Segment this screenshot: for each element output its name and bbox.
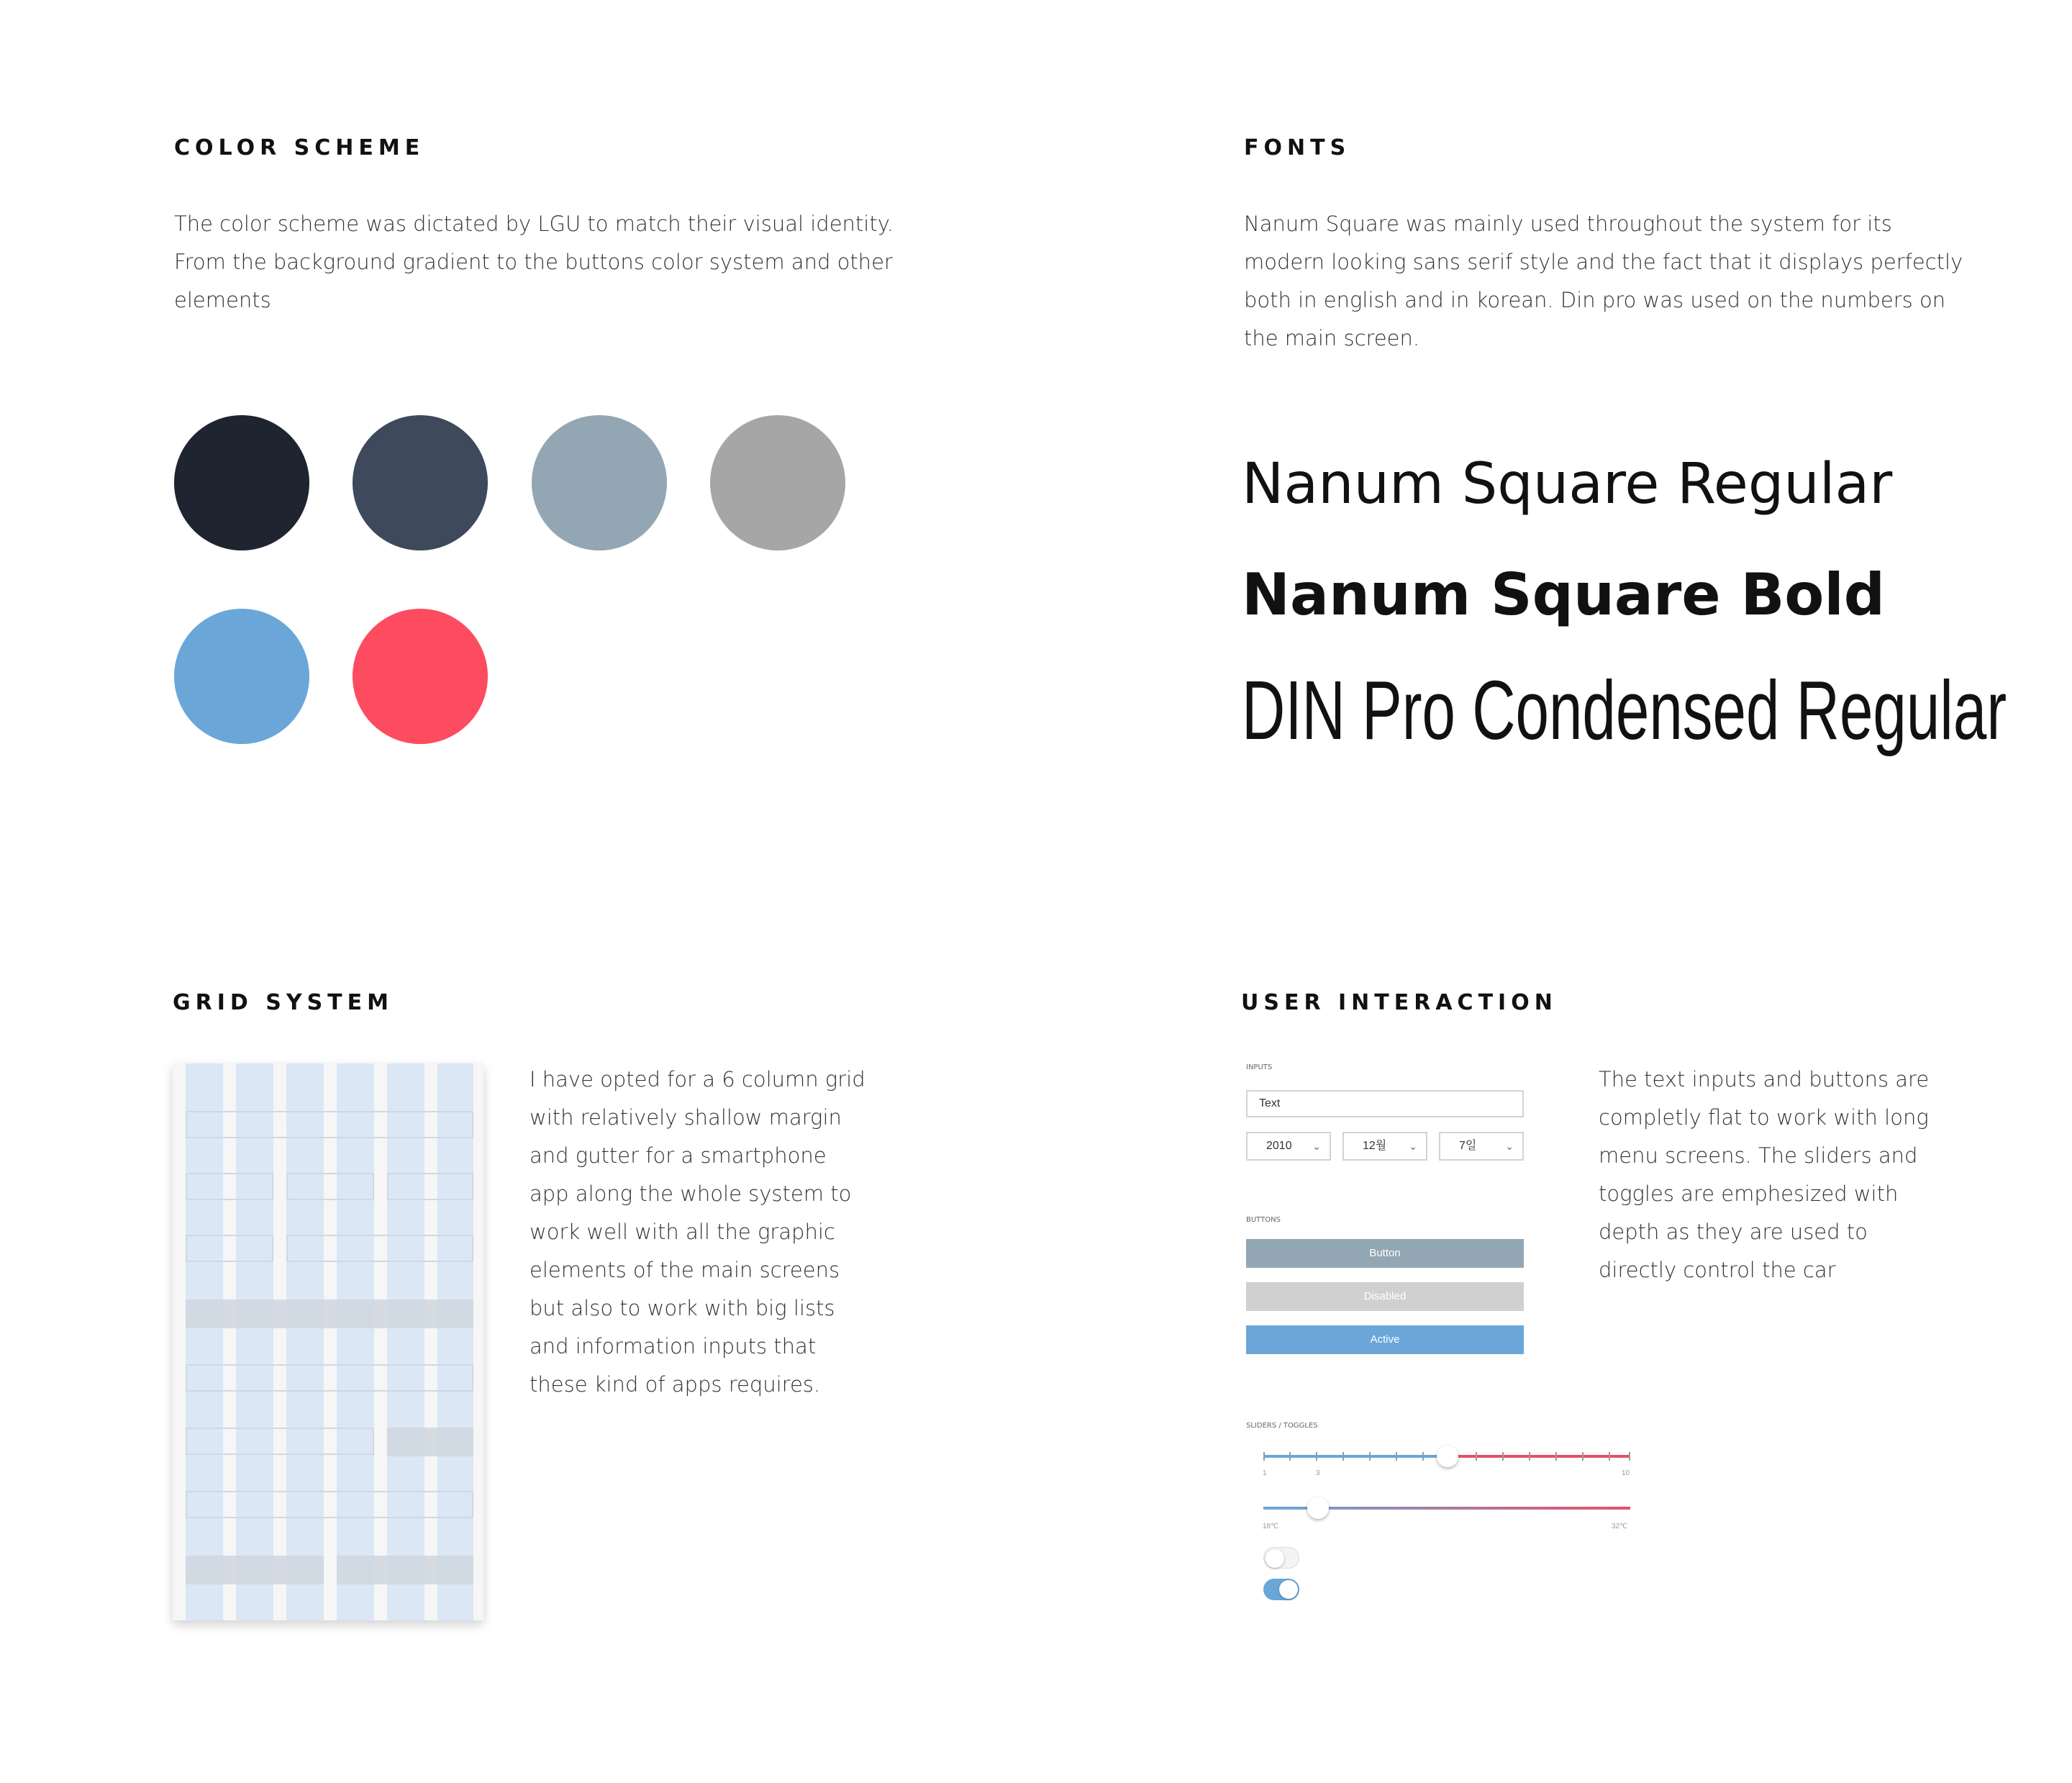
grid-column <box>236 1063 273 1620</box>
grid-line: with relatively shallow margin <box>530 1105 842 1130</box>
grid-bar <box>387 1428 473 1456</box>
swatch-coral-red <box>353 609 488 744</box>
buttons-label: BUTTONS <box>1246 1216 1281 1224</box>
font-sample-regular: Nanum Square Regular <box>1242 452 1893 517</box>
slider-knob[interactable] <box>1307 1497 1329 1519</box>
swatch-gray <box>710 415 845 550</box>
slider-tick <box>1629 1452 1630 1461</box>
grid-line: app along the whole system to <box>530 1181 852 1206</box>
interaction-line: completly flat to work with long <box>1599 1105 1929 1130</box>
slider-tick <box>1476 1452 1477 1461</box>
interaction-line: toggles are emphesized with <box>1599 1181 1899 1206</box>
swatch-blue-gray <box>532 415 667 550</box>
color-scheme-description <box>174 205 894 319</box>
grid-line: and information inputs that <box>530 1334 817 1358</box>
swatch-sky-blue <box>174 609 309 744</box>
button-default[interactable]: Button <box>1246 1239 1524 1268</box>
inputs-label: INPUTS <box>1246 1063 1273 1071</box>
sliders-label: SLIDERS / TOGGLES <box>1246 1422 1318 1430</box>
chevron-down-icon: ⌄ <box>1312 1140 1321 1152</box>
grid-column <box>186 1063 223 1620</box>
year-select[interactable] <box>1246 1132 1331 1161</box>
fonts-description <box>1244 205 1963 358</box>
interaction-line: The text inputs and buttons are <box>1599 1067 1930 1092</box>
grid-bar <box>337 1556 473 1584</box>
grid-line: and gutter for a smartphone <box>530 1143 827 1168</box>
fonts-line: Nanum Square was mainly used throughout the system for its <box>1244 212 1892 236</box>
interaction-line: directly control the car <box>1599 1258 1836 1282</box>
fonts-line: both in english and in korean. Din pro was used on the numbers on <box>1244 288 1946 312</box>
toggle-knob <box>1279 1580 1298 1599</box>
slider-knob[interactable] <box>1437 1446 1458 1467</box>
swatch-slate <box>353 415 488 550</box>
slider-tick <box>1289 1452 1291 1461</box>
color-scheme-line: elements <box>174 288 271 312</box>
color-scheme-line: The color scheme was dictated by LGU to match their visual identity. <box>174 212 894 236</box>
interaction-line: depth as they are used to <box>1599 1220 1868 1244</box>
slider-tick <box>1502 1452 1504 1461</box>
fonts-title: FONTS <box>1244 135 1351 160</box>
grid-system-title: GRID SYSTEM <box>173 990 394 1015</box>
slider-max-label: 32℃ <box>1612 1523 1628 1530</box>
grid-column <box>437 1063 473 1620</box>
slider-tick <box>1263 1452 1265 1461</box>
grid-row-third <box>186 1173 273 1200</box>
grid-row-third <box>286 1173 374 1200</box>
toggle-knob <box>1266 1549 1284 1568</box>
font-sample-condensed: DIN Pro Condensed Regular <box>1242 663 2007 757</box>
slider-track-remaining <box>1447 1455 1630 1458</box>
grid-line: I have opted for a 6 column grid <box>530 1067 865 1092</box>
chevron-down-icon: ⌄ <box>1505 1140 1514 1152</box>
slider-track-filled <box>1263 1455 1447 1458</box>
grid-column <box>337 1063 374 1620</box>
grid-row-two-thirds <box>286 1235 473 1262</box>
month-select[interactable] <box>1342 1132 1427 1161</box>
month-select-value: 12월 <box>1363 1140 1387 1152</box>
day-select[interactable] <box>1439 1132 1524 1161</box>
slider-tick <box>1529 1452 1530 1461</box>
grid-column <box>286 1063 324 1620</box>
slider-min-label: 1 <box>1263 1469 1267 1477</box>
slider-min-label: 18℃ <box>1263 1523 1279 1530</box>
slider-tick <box>1555 1452 1557 1461</box>
fonts-line: modern looking sans serif style and the fact that it displays perfectly <box>1244 250 1963 274</box>
grid-bar <box>186 1556 324 1584</box>
grid-row-full <box>186 1111 473 1138</box>
button-active[interactable]: Active <box>1246 1325 1524 1354</box>
color-scheme-line: From the background gradient to the buttons color system and other <box>174 250 893 274</box>
slider-tick <box>1422 1452 1424 1461</box>
grid-mockup <box>173 1063 483 1620</box>
slider-tick <box>1316 1452 1317 1461</box>
grid-row-full <box>186 1491 473 1518</box>
grid-row-two-thirds <box>186 1428 374 1455</box>
slider-mid-label: 3 <box>1316 1469 1320 1477</box>
color-scheme-title: COLOR SCHEME <box>174 135 425 160</box>
fonts-line: the main screen. <box>1244 326 1420 350</box>
year-select-value: 2010 <box>1266 1140 1292 1152</box>
text-input[interactable]: Text <box>1246 1090 1524 1117</box>
grid-row-third <box>186 1235 273 1262</box>
slider-tick <box>1369 1452 1371 1461</box>
slider-tick <box>1582 1452 1583 1461</box>
grid-row-full <box>186 1364 473 1392</box>
grid-system-description <box>530 1061 865 1404</box>
day-select-value: 7일 <box>1459 1140 1477 1152</box>
chevron-down-icon: ⌄ <box>1409 1140 1417 1152</box>
swatch-dark-navy <box>174 415 309 550</box>
toggle-off[interactable] <box>1263 1547 1299 1569</box>
slider-tick <box>1396 1452 1397 1461</box>
grid-line: but also to work with big lists <box>530 1296 835 1320</box>
grid-line: elements of the main screens <box>530 1258 840 1282</box>
user-interaction-title: USER INTERACTION <box>1241 990 1558 1015</box>
slider-max-label: 10 <box>1622 1469 1630 1477</box>
grid-line: these kind of apps requires. <box>530 1372 821 1397</box>
button-disabled: Disabled <box>1246 1282 1524 1311</box>
interaction-line: menu screens. The sliders and <box>1599 1143 1918 1168</box>
grid-bar <box>186 1299 473 1328</box>
grid-column <box>387 1063 424 1620</box>
font-sample-bold: Nanum Square Bold <box>1242 561 1886 628</box>
slider-tick <box>1342 1452 1344 1461</box>
user-interaction-description <box>1599 1061 1929 1289</box>
grid-line: work well with all the graphic <box>530 1220 835 1244</box>
toggle-on[interactable] <box>1263 1579 1299 1600</box>
grid-row-third <box>387 1173 473 1200</box>
slider-tick <box>1609 1452 1610 1461</box>
